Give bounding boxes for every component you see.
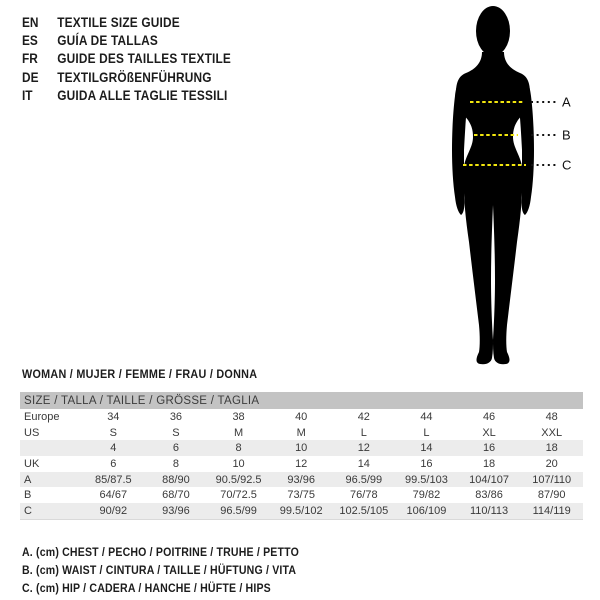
size-cell: XL bbox=[482, 426, 496, 439]
table-row-waist-b bbox=[20, 487, 583, 503]
size-cell: 96.5/99 bbox=[345, 473, 383, 486]
size-cell: 87/90 bbox=[537, 489, 566, 502]
row-label: Europe bbox=[24, 410, 60, 423]
size-table-header-row bbox=[20, 392, 583, 409]
size-cell: 40 bbox=[295, 410, 308, 423]
body-measurement-figure bbox=[430, 0, 600, 372]
table-row-chest-a bbox=[20, 472, 583, 488]
size-cell: 44 bbox=[420, 410, 433, 423]
table-row-uk bbox=[20, 456, 583, 472]
size-cell: S bbox=[172, 426, 180, 439]
size-cell: 99.5/103 bbox=[405, 473, 448, 486]
size-cell: S bbox=[109, 426, 117, 439]
size-table bbox=[20, 392, 583, 520]
lang-title: TEXTILE SIZE GUIDE bbox=[57, 14, 180, 30]
lang-title: TEXTILGRÖßENFÜHRUNG bbox=[57, 69, 212, 85]
size-cell: 10 bbox=[232, 457, 245, 470]
size-cell: 90/92 bbox=[99, 504, 128, 517]
size-cell: 85/87.5 bbox=[94, 473, 132, 486]
size-cell: 90.5/92.5 bbox=[215, 473, 262, 486]
lang-row-es bbox=[22, 31, 231, 49]
size-cell: 36 bbox=[169, 410, 183, 423]
lang-row-it bbox=[22, 87, 231, 105]
legend-item-waist: B. (cm) WAIST / CINTURA / TAILLE / HÜFTUNG / VITA bbox=[22, 562, 297, 577]
measure-label-b: B bbox=[562, 127, 571, 143]
size-cell: 12 bbox=[357, 442, 370, 455]
size-cell: 83/86 bbox=[475, 489, 503, 502]
table-row-europe bbox=[20, 409, 583, 425]
size-cell: 46 bbox=[482, 410, 496, 423]
lang-code: ES bbox=[22, 33, 38, 49]
size-cell: 79/82 bbox=[412, 489, 441, 502]
size-cell: 104/107 bbox=[469, 473, 509, 486]
size-cell: 16 bbox=[420, 457, 433, 470]
size-cell: 110/113 bbox=[469, 504, 509, 517]
size-cell: 14 bbox=[357, 457, 370, 470]
lang-row-de bbox=[22, 68, 231, 86]
size-cell: 68/70 bbox=[162, 489, 190, 502]
lang-row-fr bbox=[22, 50, 231, 68]
size-cell: M bbox=[296, 426, 306, 439]
size-cell: 96.5/99 bbox=[220, 504, 257, 517]
size-cell: 64/67 bbox=[99, 489, 128, 502]
size-cell: 18 bbox=[545, 442, 558, 455]
row-label: C bbox=[24, 504, 32, 517]
size-cell: M bbox=[233, 426, 244, 439]
size-cell: 48 bbox=[545, 410, 558, 423]
table-row-us-numeric bbox=[20, 440, 583, 456]
row-label: UK bbox=[24, 457, 40, 470]
size-cell: 12 bbox=[295, 457, 308, 470]
size-cell: 88/90 bbox=[162, 473, 190, 486]
size-cell: 102.5/105 bbox=[339, 504, 389, 517]
row-label: US bbox=[24, 426, 40, 439]
size-cell: L bbox=[360, 426, 367, 439]
legend-item-hip: C. (cm) HIP / CADERA / HANCHE / HÜFTE / HIPS bbox=[22, 580, 271, 595]
size-cell: 38 bbox=[232, 410, 245, 423]
lang-row-en bbox=[22, 13, 231, 31]
lang-title: GUÍA DE TALLAS bbox=[57, 33, 159, 49]
row-label: B bbox=[24, 489, 32, 502]
size-cell: 114/119 bbox=[532, 504, 571, 517]
size-cell: 14 bbox=[420, 442, 433, 455]
size-cell: 73/75 bbox=[287, 489, 315, 502]
lang-code: EN bbox=[22, 14, 39, 30]
size-cell: 107/110 bbox=[532, 473, 572, 486]
size-cell: 93/96 bbox=[287, 473, 315, 486]
size-cell: 99.5/102 bbox=[279, 504, 323, 517]
size-cell: 106/109 bbox=[406, 504, 447, 517]
row-label: A bbox=[24, 473, 32, 486]
size-cell: 10 bbox=[295, 442, 308, 455]
size-cell: 6 bbox=[172, 442, 179, 455]
lang-code: IT bbox=[22, 88, 33, 104]
lang-title: GUIDE DES TAILLES TEXTILE bbox=[57, 51, 232, 67]
size-cell: 16 bbox=[482, 442, 496, 455]
table-row-hip-c bbox=[20, 503, 583, 519]
lang-code: DE bbox=[22, 69, 39, 85]
size-cell: L bbox=[423, 426, 430, 439]
size-cell: 4 bbox=[110, 442, 117, 455]
language-title-block bbox=[22, 13, 231, 105]
size-cell: 42 bbox=[357, 410, 370, 423]
section-title-woman: WOMAN / MUJER / FEMME / FRAU / DONNA bbox=[22, 367, 258, 381]
legend-item-chest: A. (cm) CHEST / PECHO / POITRINE / TRUHE / PETTO bbox=[22, 545, 299, 559]
measure-label-c: C bbox=[562, 157, 572, 173]
lang-code: FR bbox=[22, 51, 38, 67]
woman-silhouette-icon bbox=[452, 6, 534, 364]
size-cell: XXL bbox=[541, 426, 563, 439]
size-table-header: SIZE / TALLA / TAILLE / GRÖSSE / TAGLIA bbox=[20, 392, 583, 409]
size-cell: 76/78 bbox=[350, 489, 378, 502]
size-cell: 18 bbox=[482, 457, 496, 470]
measurement-legend bbox=[22, 545, 299, 598]
row-label bbox=[20, 440, 82, 456]
size-cell: 70/72.5 bbox=[220, 489, 257, 502]
lang-title: GUIDA ALLE TAGLIE TESSILI bbox=[57, 88, 228, 104]
table-row-us bbox=[20, 425, 583, 441]
size-cell: 34 bbox=[107, 410, 120, 423]
size-cell: 6 bbox=[110, 457, 117, 470]
size-cell: 8 bbox=[235, 442, 242, 455]
size-cell: 93/96 bbox=[162, 504, 190, 517]
size-cell: 8 bbox=[172, 457, 179, 470]
size-cell: 20 bbox=[545, 457, 558, 470]
measure-label-a: A bbox=[562, 94, 571, 110]
